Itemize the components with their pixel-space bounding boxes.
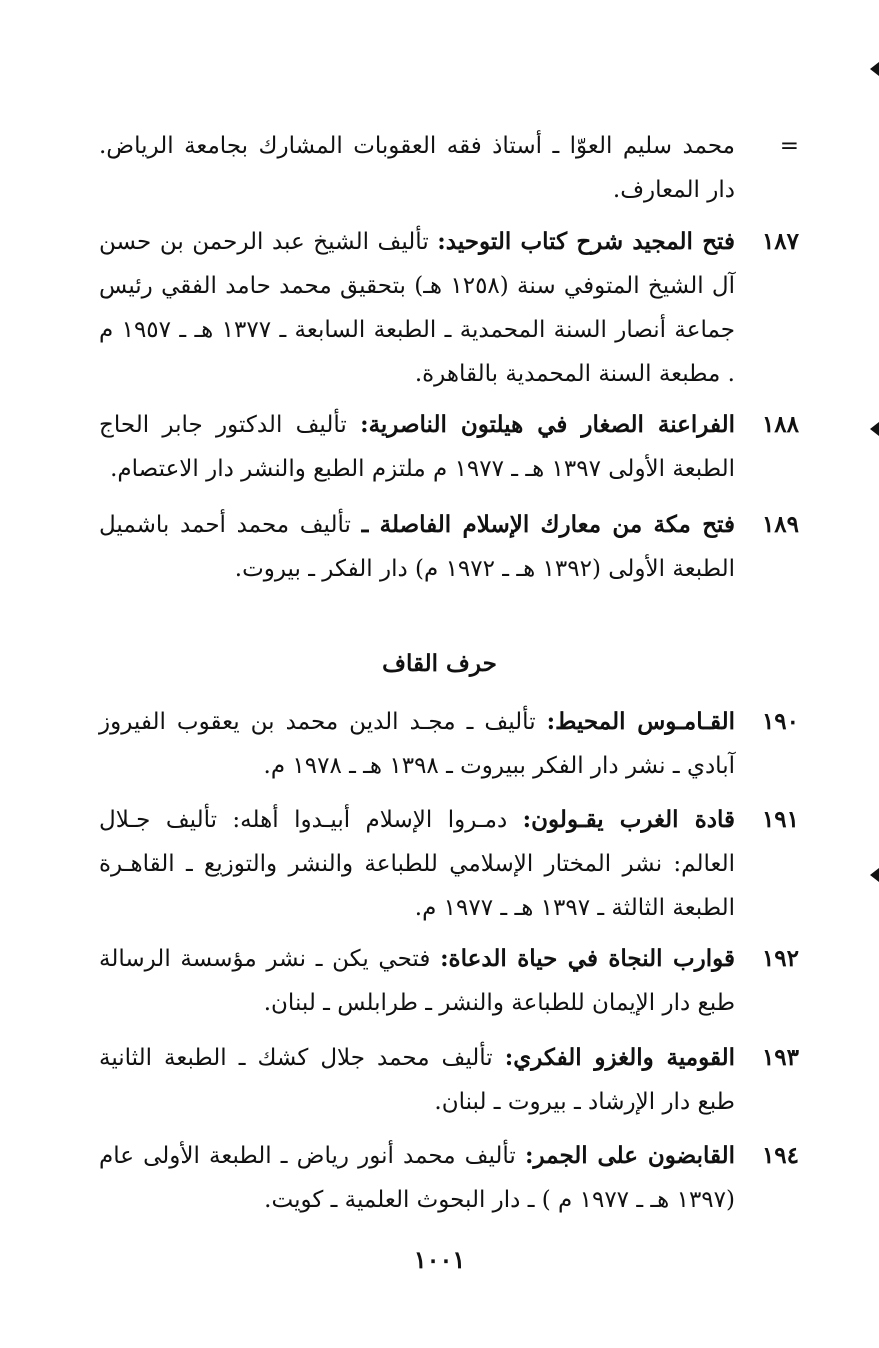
entry-text: تأليف محمد جلال كشك ـ الطبعة الثانية طبع دار الإرشاد ـ بيروت ـ لبنان.	[99, 1045, 735, 1115]
entry-text: تأليف ـ مجـد الدين محمد بن يعقوب الفيروز آبادي ـ نشر دار الفكر ببيروت ـ ١٣٩٨ هـ ـ ١٩٧٨ م.	[99, 709, 735, 779]
entry-title: القـامـوس المحيط:	[546, 708, 736, 735]
entry-body	[99, 503, 735, 591]
entry-title: قادة الغرب يقـولون:	[522, 806, 735, 833]
margin-mark-icon	[870, 868, 879, 882]
continuation-entry	[99, 124, 799, 212]
continuation-marker: =	[779, 133, 799, 159]
margin-mark-icon	[870, 62, 879, 76]
entry-title: فتح المجيد شرح كتاب التوحيد:	[437, 228, 735, 255]
entry-192	[99, 937, 799, 1025]
entry-number: ١٩٣	[761, 1044, 799, 1071]
margin-mark-icon	[870, 422, 879, 436]
entry-number: ١٨٩	[761, 511, 799, 538]
entry-body	[99, 1036, 735, 1124]
entry-text: فتحي يكن ـ نشر مؤسسة الرسالة طبع دار الإيمان للطباعة والنشر ـ طرابلس ـ لبنان.	[99, 946, 735, 1016]
entry-body	[99, 798, 735, 930]
entry-number: ١٩١	[761, 806, 799, 833]
entry-body	[99, 937, 735, 1025]
entry-body	[99, 403, 735, 491]
entry-text: دمـروا الإسلام أبيـدوا أهله: تأليف جـلال العالم: نشر المختار الإسلامي للطباعة والنشر والتوزيع ـ القاهـرة الطبعة الثالثة ـ ١٣٩٧ هـ ـ ١٩٧٧ م.	[99, 807, 735, 921]
entry-body	[99, 220, 735, 396]
entry-text: محمد سليم العوّا ـ أستاذ فقه العقوبات المشارك بجامعة الرياض. دار المعارف.	[99, 133, 735, 203]
entry-189	[99, 503, 799, 591]
entry-number: ١٨٧	[761, 228, 799, 255]
entry-text: تأليف الدكتور جابر الحاج الطبعة الأولى ١٣٩٧ هـ ـ ١٩٧٧ م ملتزم الطبع والنشر دار الاعتصام.	[99, 412, 735, 482]
entry-body	[99, 700, 735, 788]
entry-187	[99, 220, 799, 396]
entry-text: تأليف محمد أحمد باشميل الطبعة الأولى (١٣٩٢ هـ ـ ١٩٧٢ م) دار الفكر ـ بيروت.	[99, 512, 735, 582]
page-number: ١٠٠١	[413, 1245, 466, 1274]
entry-194	[99, 1134, 799, 1222]
entry-193	[99, 1036, 799, 1124]
entry-188	[99, 403, 799, 491]
entry-title: القومية والغزو الفكري:	[504, 1044, 736, 1071]
entry-body	[99, 1134, 735, 1222]
entry-number: ١٩٢	[761, 945, 799, 972]
entry-number: ١٩٤	[761, 1142, 799, 1169]
entry-text: تأليف الشيخ عبد الرحمن بن حسن آل الشيخ المتوفي سنة (١٢٥٨ هـ) بتحقيق محمد حامد الفقي رئيس جماعة أنصار السنة المحمدية ـ الطبعة السابعة ـ ١٣٧٧ هـ ـ ١٩٥٧ م . مطبعة السنة المحمدية بالقاهرة.	[99, 229, 735, 387]
section-heading: حرف القاف	[382, 650, 497, 677]
entry-number: ١٨٨	[761, 411, 799, 438]
entry-number: ١٩٠	[761, 708, 799, 735]
entry-190	[99, 700, 799, 788]
entry-title: قوارب النجاة في حياة الدعاة:	[440, 945, 735, 972]
entry-text: تأليف محمد أنور رياض ـ الطبعة الأولى عام (١٣٩٧ هـ ـ ١٩٧٧ م ) ـ دار البحوث العلمية ـ كويت.	[99, 1143, 735, 1213]
entry-title: فتح مكة من معارك الإسلام الفاصلة ـ	[361, 511, 735, 538]
entry-title: القابضون على الجمر:	[524, 1142, 736, 1169]
entry-title: الفراعنة الصغار في هيلتون الناصرية:	[360, 411, 736, 438]
entry-191	[99, 798, 799, 930]
